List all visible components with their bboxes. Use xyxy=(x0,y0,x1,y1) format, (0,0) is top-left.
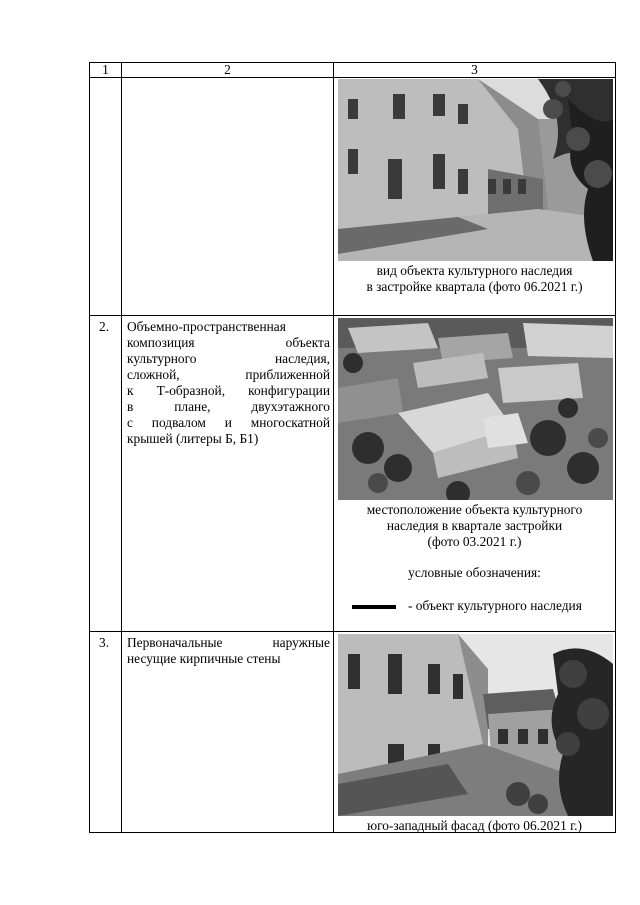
photo-caption-2 xyxy=(334,502,615,550)
description-line: несущие кирпичные стены xyxy=(127,651,281,666)
header-separator xyxy=(89,77,616,78)
thick-black-line-icon xyxy=(352,605,396,609)
column-divider-1 xyxy=(121,62,122,833)
caption-line: наследия в квартале застройки xyxy=(386,518,563,533)
table-border-right xyxy=(615,62,616,833)
header-col-2: 2 xyxy=(224,62,231,77)
row-separator-2 xyxy=(89,631,616,632)
description-line: с подвалом и многоскатной xyxy=(127,415,330,430)
row-number: 2. xyxy=(99,319,110,334)
description-line: композиция объекта xyxy=(127,335,330,350)
caption-line: (фото 03.2021 г.) xyxy=(427,534,522,549)
column-divider-2 xyxy=(333,62,334,833)
photo-building-view xyxy=(338,79,613,261)
description-line: в плане, двухэтажного xyxy=(127,399,330,414)
photo-caption-3: юго-западный фасад (фото 06.2021 г.) xyxy=(367,818,582,833)
description-line: культурного наследия, xyxy=(127,351,330,366)
photo-caption-1 xyxy=(334,263,615,295)
description-line: Объемно-пространственная xyxy=(127,319,286,334)
legend-item xyxy=(334,598,615,616)
header-col-1: 1 xyxy=(102,62,109,77)
row-separator-1 xyxy=(89,315,616,316)
description-line: Первоначальные наружные xyxy=(127,635,330,650)
caption-line: местоположение объекта культурного xyxy=(366,502,583,517)
description-line: крышей (литеры Б, Б1) xyxy=(127,431,259,446)
legend-item-label: - объект культурного наследия xyxy=(408,598,582,613)
row-description xyxy=(127,635,330,667)
caption-line: в застройке квартала (фото 06.2021 г.) xyxy=(366,279,583,294)
description-line: к Т-образной, конфигурации xyxy=(127,383,330,398)
description-line: сложной, приближенной xyxy=(127,367,330,382)
table-border-left xyxy=(89,62,90,833)
legend-title: условные обозначения: xyxy=(408,565,541,580)
row-description xyxy=(127,319,330,447)
photo-aerial-location xyxy=(338,318,613,500)
caption-line: вид объекта культурного наследия xyxy=(376,263,573,278)
header-col-3: 3 xyxy=(471,62,478,77)
row-number: 3. xyxy=(99,635,110,650)
photo-southwest-facade xyxy=(338,634,613,816)
